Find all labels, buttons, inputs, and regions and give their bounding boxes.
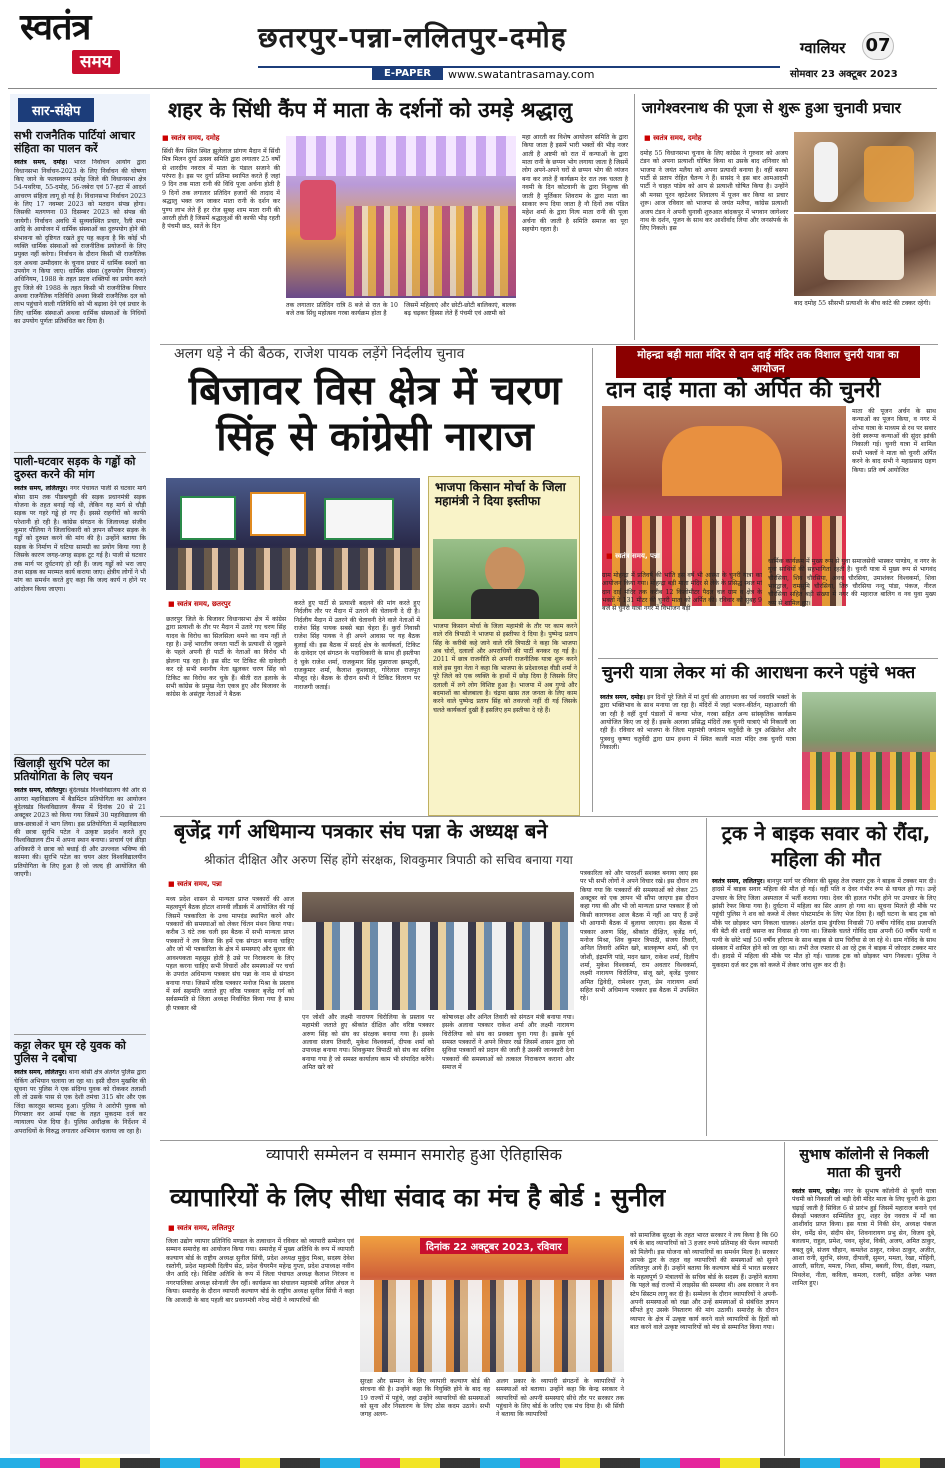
- column-divider: [706, 818, 707, 1136]
- article-headline: बृजेंद्र गर्ग अधिमान्य पत्रकार संघ पन्ना के अध्यक्ष बने: [174, 819, 548, 843]
- article-byline: ■ स्वतंत्र समय, छतरपुर: [168, 600, 231, 609]
- article-byline: ■ स्वतंत्र समय, पन्ना: [606, 552, 660, 561]
- sidebar-item-byline: स्वतंत्र समय, ललितपुर।: [14, 787, 68, 795]
- masthead-divider: [8, 88, 937, 89]
- article-text: कोषाध्यक्ष और अनिल तिवारी को संगठन मंत्री बनाया गया। इसके अलावा पत्रकार राकेश शर्मा और लक्ष्मी नारायण चिरोलिया को संघ का प्रवक्ता चुना गया है। इसके पूर्व समस्त पत्रकारों ने अपने विचार रखे जिसमें शासन द्वारा जो सुविधा पत्रकारों को प्रदान की जाती है उसकी जानकारी देना पत्रकारों की समस्याओं को तत्काल निराकरण कराना और समाज में: [442, 1014, 574, 1072]
- column-divider: [634, 94, 635, 340]
- article-headline: भाजपा किसान मोर्चा के जिला महामंत्री ने दिया इस्तीफा: [435, 480, 566, 508]
- sidebar-item-byline: स्वतंत्र समय, ललितपुर।: [14, 1069, 67, 1077]
- sidebar-item: [14, 130, 146, 445]
- section-divider: [160, 816, 938, 817]
- photo-caption: बाद दमोह 55 सीसभी प्रत्याशी के बीच कांटे की टक्कर रहेगी।: [794, 300, 931, 307]
- logo-top: स्वतंत्र: [20, 7, 91, 48]
- article-text: एन जोशी और लक्ष्मी नारायण चिरोलिया के प्रस्ताव पर महामंत्री जताते हुए श्रीकांत दीक्षित और वरिष्ठ पत्रकार अरुण सिंह को संघ का संरक्षक बनाया गया है। इसके अलावा संजय तिवारी, मुकेश विश्वकर्मा, दीपक शर्मा को उपाध्यक्ष बनाया गया। शिवकुमार त्रिपाठी को संघ का सचिव बनाया गया है जो समस्त कार्यालय काम भी संपादित करेंगे। अमित खरे को: [302, 1014, 434, 1072]
- article-sindhi-camp: [160, 94, 630, 344]
- navratri-event-photo: [286, 136, 516, 298]
- article-byline: ■ स्वतंत्र समय, दमोह: [644, 134, 701, 143]
- print-registration-bar: [0, 1458, 945, 1468]
- article-text: बानपुर मार्ग पर रविवार की सुबह तेज रफ्तार ट्रक ने बाइक में टक्कर मार दी। हादसे में बाइक सवार महिला की मौत हो गई। वहीं पति व देवर गंभीर रूप से घायल हो गए। उन्हें उपचार के लिए जिला अस्पताल में भर्ती कराया गया। देवर की हालत गंभीर होने पर उपचार के लिए झांसी रेफर किया गया है। दुर्घटना में महिला का सिर अलग हो गया था। सूचना मिलते ही मौके पर पहुंची पुलिस ने शव को कब्जे में लेकर पोस्टमार्टम के लिए भेज दिया है। वहीं घटना के बाद ट्रक को मौके पर छोड़कर भाग निकला चालक। अंतर्गत ग्राम डुंगरिया निवासी 70 वर्षीय गोविंद दास प्रजापति की बेटी की शादी बसन्त का निवास हो गया था। जिसके चलते गोविंद दास अपनी 60 वर्षीय पत्नी व पत्नी के छोटे भाई 50 वर्षीय हरिराम के साथ बाइक से ग्राम चिरौंचा से जा रहे थे। ग्राम गोविंद के साथ संस्कार में शामिल होने को जा रहा था। तभी तेज रफ्तार से आ रहे ट्रक ने बाइक में जोरदार टक्कर मार दी। हादसे में महिला की मौके पर मौत हो गई। चालक ट्रक को छोड़कर भाग निकला। पुलिस ने मुकदमा दर्ज कर ट्रक को कब्जे में लेकर जांच शुरू कर दी है।: [712, 878, 936, 969]
- sidebar-divider: [14, 452, 146, 453]
- sidebar-item-title: पाली-घटवार सड़क के गड्ढों को दुरुस्त करने की मांग: [14, 455, 136, 481]
- article-jageshwar: [638, 94, 938, 344]
- article-byline: ■ स्वतंत्र समय, पन्ना: [168, 880, 222, 889]
- article-subhead: श्रीकांत दीक्षित और अरुण सिंह होंगे संरक्षक, शिवकुमार त्रिपाठी को सचिव बनाया गया: [204, 853, 573, 867]
- city-label: ग्वालियर: [800, 39, 846, 57]
- edition-title: छतरपुर-पन्ना-ललितपुर-दमोह: [258, 21, 567, 54]
- article-bjp-resignation: [428, 476, 580, 816]
- masthead: [0, 0, 945, 84]
- article-text: नगर के सुभाष कॉलोनी से चुनरी यात्रा पंचमी को निकाली जो बड़ी देवी मंदिर माता के लिए चुनरी के द्वारा चढ़ाई जाती है सिविल 6 से प्रारंभ हुई जिसमें महाराज बनाने एवं सैकड़ों भक्तजन सम्मिलित हुए, शहर देव नवरात्र में माँ का आशीर्वाद प्राप्त किया। इस यात्रा में निकी सेन, अध्यक्ष पंकज सेन, धर्मेंद्र सेन, संदीप सेन, शिवनारायण प्रभु सेन, विजय दुबे, बललाम, राहुल, प्रमेश, पवन, सुरेश, विकी, अजय, अमित ठाकुर, बबलू दुबे, संजय चौहान, कमलेश ठाकुर, राकेश ठाकुर, अजीत, आशा रानी, सुरभि, संध्या, दीपाली, सुमन, ममता, रेखा, मोहिनी, आरती, सरिता, ममता, निशा, सीमा, बबली, रिया, दीक्षा, नम्रता, मिथलेश, नीता, कविता, कमला, रजनी, सहित अनेक भक्त शामिल हुए।: [792, 1188, 936, 1287]
- article-text: तक लगातार प्रतिदिन रात्रि 8 बजे से रात के 10 बजे तक सिंधु महोत्सव गरबा कार्यक्रम होता है: [286, 302, 398, 318]
- congress-meeting-photo: [166, 478, 420, 590]
- sidebar-item: [14, 456, 146, 743]
- article-byline: स्वतंत्र समय, दमोह।: [600, 694, 646, 701]
- sidebar-item-text: नगर पंचायत पाली से घटवार मार्ग बोसा ग्राम तक पीडब्ल्यूडी की सड़क प्रधानमंत्री सड़क योजना के तहत बनाई गई थी, लेकिन यह मार्ग से चौड़ी सड़क पर गहरे गड्ढे हो गए हैं। इससे राहगीरों को काफी परेशानी हो रही है। कांग्रेस संगठन के जिलाध्यक्ष संजीव कुमार पौलिया ने जिलाधिकारी को ज्ञापन सौंपकर सड़क के गड्ढों को दुरुस्त करने की मांग की है। उन्होंने बताया कि सड़क के निर्माण में घटिया सामग्री का प्रयोग किया गया है जिसके कारण जगह-जगह सड़क टूट गई है। पाली से घटवार तक मार्ग पर दुर्घटनाएं हो रही हैं। जल्द गड्ढों को भरा जाए तथा सड़क का मरम्मत कार्य कराया जाए। क्षेत्रीय लोगों ने भी मांग का समर्थन करते हुए कहा कि जल्द कार्य न होने पर आंदोलन किया जाएगा।: [14, 485, 146, 593]
- sidebar-header: सार-संक्षेप: [18, 98, 94, 122]
- sidebar-divider: [14, 754, 146, 755]
- section-divider: [598, 658, 938, 659]
- article-byline: ■ स्वतंत्र समय, ललितपुर: [168, 1224, 234, 1233]
- election-campaign-photo-top: [794, 132, 936, 212]
- article-headline: चुनरी यात्रा लेकर मां की आराधना करने पहुंचे भक्त: [602, 663, 916, 683]
- article-text: ग्राम मोहन्द्रा में प्रतिवर्ष की भांति इस वर्ष भी आस्था के चुनरी यात्रा का आयोजन किया गया। मोहन्द्रा बड़ी माता मंदिर से लेके के प्रसिद्ध स्थल मां दान दाई मंदिर तक करीब 12 किलोमीटर पैदल चल ग्राम व क्षेत्र के भक्तों ने 131 मीटर की चुनरी माता को अर्पित की। रविवार को सुबह 9 बजे से चुनरी यात्रा नगर में विभाजन बड़ी: [602, 572, 762, 613]
- article-text: सिंधी कैंप स्थित स्थित झूलेलाल प्रांगण मैदान में सिंधी मित्र मिलन दुर्गा उत्सव समिति द्वारा लगातार 25 वर्षों से शारदीय नवरात्र में माता के पंडाल सजाने की परंपरा है। इस पर दुर्गा प्रतिमा स्थापित करते हैं जहां 9 दिन तक माता रानी की विधि पूजा अर्चना होती है 9 दिनों तक लगातार प्रतिदिन हजारों की तादाद में श्रद्धालु भक्त जन जाकर माता रानी के दर्शन कर पुण्य लाभ लेते हैं हर रोज सुबह शाम माता रानी की आरती होती है जिसमें श्रद्धालुओं की काफी भीड़ रहती है पंचमी छठ, सातें के दिन: [162, 148, 280, 231]
- column-divider: [784, 1142, 785, 1456]
- article-headline: दान दाई माता को अर्पित की चुनरी: [606, 378, 881, 403]
- sidebar-item-text: बुंदेलखंड विश्वविद्यालय की ओर से आगरा महाविद्यालय में बैडमिंटन प्रतियोगिता का आयोजन बुंदेलखंड विश्वविद्यालय कैंपस में दिनांक 20 से 21 अक्टूबर 2023 को किया गया जिसमें 30 महाविद्यालय की छात्र-छात्राओं ने भाग लिया। इस प्रतियोगिता में महाविद्यालय की छात्रा सुरभि पटेल ने उत्कृष्ट प्रदर्शन करते हुए विश्वविद्यालय टीम में अपना स्थान बनाया। प्राचार्य एवं क्रीड़ा अधिकारी ने छात्रा को बधाई दी और उज्ज्वल भविष्य की कामना की। सुरभि पटेल का चयन अंतर विश्वविद्यालयीन प्रतियोगिता के लिए हुआ है जो जल्द ही आयोजित की जाएगी।: [14, 787, 146, 878]
- article-kicker: अलग धड़े ने की बैठक, राजेश पायक लड़ेंगे निर्दलीय चुनाव: [174, 346, 465, 362]
- logo-bottom: समय: [72, 50, 120, 74]
- article-chunari-yatra: [598, 660, 938, 816]
- article-text: धार्मिक कार्यक्रम में मुख्य रूप से युवा समाजसेवी भास्कर पाण्डेय, व नगर के युवा साथियों की सहभागिता रहती है। चुनरी यात्रा में मुख्य रूप से भागवंद चौरसिया, शिव चौरसिया, अवध चौरसिया, उमाशंकर विश्वकर्मा, शिवा भारद्वाज, रामसुमि चौरसिया, तिरु चौरसिया नन्दू पांडा, पंकज, नीरज चौरसिया सहित बड़ी संख्या में नगर की महाराज बालिग व नव युवा मुख्य रूप से शामिल हुए।: [768, 558, 936, 607]
- page-number: 07: [862, 32, 894, 60]
- article-headline: बिजावर विस क्षेत्र में चरण सिंह से कांग्रेसी नाराज: [188, 368, 562, 460]
- article-subhash-colony: [790, 1142, 938, 1456]
- sidebar-item-byline: स्वतंत्र समय, ललितपुर।: [14, 485, 68, 493]
- article-text: पत्रकारिता को और पारदर्शी सशक्त बनाया जाए इस पर भी सभी लोगों ने अपने विचार रखे। इस दौरान तय किया गया कि पत्रकारों की समस्याओं को लेकर 25 अक्टूबर को एक ज्ञापन भी सौंपा जाएगा इस दौरान कहा गया की और भी जो मान्यता प्राप्त पत्रकार हैं जो किसी कारणवश आज बैठक में नहीं आ पाए हैं उन्हें भी आगामी बैठक में बुलाया जाएगा। इस बैठक में पत्रकार अरुण सिंह, श्रीकांत दीक्षित, बृजेंद्र गर्ग, मनोज मिश्रा, शिव कुमार त्रिपाठी, संजय तिवारी, अनिल तिवारी अमित खरे, बालकृष्ण शर्मा, श्री एन जोशी, इंद्रमणि पांडे, मदन खान, राकेश शर्मा, दिलीप शर्मा, मुकेश विश्वकर्मा, राम अवतार विश्वकर्मा, लक्ष्मी नारायण चिरोलिया, संजू खरे, बृजेंद्र पुरवार अमित द्विवेदी, रामेश्वर गुप्ता, प्रेम नारायण शर्मा सहित सभी अधिमान्य पत्रकार इस बैठक में उपस्थित रहे।: [580, 870, 698, 1003]
- sidebar-item: [14, 758, 146, 1023]
- article-text: महा आरती का विशेष आयोजन समिति के द्वारा किया जाता है इसमें भारी भक्तों की भीड़ नजर आती है अष्टमी को रात में कन्याओं के द्वारा माता रानी के छप्पन भोग लगाया जाता है जिसमें लोग अपने-अपने घरों से छप्पन भोग की व्यंजन बना कर लाते हैं कार्यक्रम देर रात तक चलता है नवमी के दिन कोटवानी के द्वारा निशुल्क की जाती है मूर्तिकार शिवराम के द्वारा माता का साकार रूप दिया जाता है नौ दिनों तक पंडित महेश शर्मा के द्वारा नित्य माता रानी की पूजा अर्चना की जाती है समिति समाज का पूरा सहयोग रहता है।: [522, 134, 628, 233]
- article-byline: ■ स्वतंत्र समय, दमोह: [162, 134, 219, 143]
- article-text: जिला उद्योग व्यापार प्रतिनिधि मण्डल के तत्वाधान में रविवार को व्यापारी सम्मेलन एवं सम्मान समारोह का आयोजन किया गया। समारोह में मुख्य अतिथि के रूप में व्यापारी कल्याण बोर्ड के राष्ट्रीय अध्यक्ष सुनील सिंघी, प्रदेश अध्यक्ष मुकुंद मिश्रा, सदस्य देवेश रस्तोगी, प्रदेश महामंत्री दिलीप सेठ, प्रदेश चैयरमैन महेन्द्र गुप्ता, प्रदेश उपाध्यक्ष नवीन जैन आदि रहे। विशिष्ट अतिथि के रूप में जिला पंचायत अध्यक्ष कैलाश निरंजन व नगरपालिका अध्यक्ष सोनाली जैन रहीं। कार्यक्रम का संचालन महामंत्री अनिल अंचल ने किया। समारोह के दौरान व्यापारी कल्याण बोर्ड के राष्ट्रीय अध्यक्ष सुनील सिंघी ने कहा कि आजादी के बाद पहली बार प्रधानमंत्री नरेन्द्र मोदी ने व्यापारियों की: [166, 1238, 354, 1304]
- website-link[interactable]: www.swatantrasamay.com: [448, 68, 595, 81]
- section-divider: [160, 344, 938, 345]
- article-text: भाजपा किसान मोर्चा के जिला महामंत्री के तौर पर काम करने वाले रवि त्रिपाठी ने भाजपा से इस्तीफा दे दिया है। पुष्पेन्द्र प्रताप सिंह के करीबी कहे जाने वाले रवि त्रिपाठी ने कहा कि भाजपा अब चोरों, दलालों और अपराधियों की पार्टी बनकर रह गई है। 2011 में छात्र राजनीति से अपनी राजनीतिक यात्रा शुरू करने वाले इस युवा नेता ने कहा कि भाजपा के प्रदेशाध्यक्ष वीडी शर्मा ने पूरे जिले को एक व्यक्ति के हाथों में छोड़ दिया है जिसके लिए दलाली में लगे लोग विशिष्ट हुआ है। भाजपा में अब गुण्डे और बदमाशों का बोलबाला है। चंद्रपा खास तल जनता के लिए काम करने वाले पुष्पेन्द्र प्रताप सिंह को तवज्जो नहीं दी गई जिसके चलते कार्यकर्ता दुखी हैं इसलिए हम इस्तीफा दे रहे हैं।: [433, 623, 577, 714]
- sidebar-item-title: खिलाड़ी सुरभि पटेल का प्रतियोगिता के लिए चयन: [14, 757, 113, 783]
- sidebar-item: [14, 1040, 146, 1429]
- article-kicker: मोहन्द्रा बड़ी माता मंदिर से दान दाई मंदिर तक विशाल चुनरी यात्रा का आयोजन: [637, 349, 899, 375]
- article-kicker-box: [616, 346, 920, 378]
- article-text: माता की पूजन अर्चन के साथ कन्याओं का पूजन किया, व नगर में शोभा यात्रा के माध्यम से रथ पर सवार देवी स्वरूपा कन्याओं की सुंदर झांकी निकाली गई। चुनरी यात्रा में शामिल सभी भक्तों ने माता को चुनरी अर्पित करने के बाद सभी ने महाप्रसाद ग्रहण किया। प्रति वर्ष आयोजित: [852, 408, 936, 474]
- devotees-yatra-photo: [802, 692, 936, 810]
- article-brijendra-garg: [160, 818, 700, 1138]
- sidebar-divider: [14, 1034, 146, 1035]
- article-text: जिसमें महिलाएं और छोटी-छोटी बालिकाएं, बालक बढ़ चढ़कर हिस्सा लेते हैं पंचमी एवं अष्टमी को: [404, 302, 516, 318]
- ravi-tripathi-portrait: [433, 539, 577, 619]
- photo-banner: दिनांक 22 अक्टूबर 2023, रविवार: [420, 1238, 568, 1254]
- article-headline: ट्रक ने बाइक सवार को रौंदा, महिला की मौत: [721, 821, 931, 871]
- sidebar-item-text: थाना बांसी क्षेत्र अंतर्गत पुलिस द्वारा चेकिंग अभियान चलाया जा रहा था। इसी दौरान मुखबिर की सूचना पर पुलिस ने एक संदिग्ध युवक को रोककर तलाशी ली तो उसके पास से एक देशी तमंचा 315 बोर और एक जिंदा कारतूस बरामद हुआ। पुलिस ने आरोपी युवक को गिरफ्तार कर आर्म्स एक्ट के तहत मुकदमा दर्ज कर न्यायालय भेज दिया है। पुलिस अधीक्षक के निर्देशन में अपराधियों के विरुद्ध लगातार अभियान चलाया जा रहा है।: [14, 1069, 146, 1135]
- epaper-badge: E-PAPER: [372, 67, 443, 80]
- article-text: को सामाजिक सुरक्षा के तहत भारत सरकार ने तय किया है कि 60 वर्ष के बाद व्यापारियों को 3 हजार रुपये प्रतिमाह की पेंशन व्यापारी को मिलेगी। इस योजना को व्यापारियों का समर्थन मिला है। सरकार आपके द्वार के तहत वह व्यापारियों की समस्याओं को सुनने ललितपुर आये हैं। उन्होंने बताया कि कल्याण बोर्ड में भारत सरकार के महत्वपूर्ण 9 मंत्रालयों के सचिव बोर्ड के सदस्य हैं। उन्होंने बताया कि पहले कई राज्यों में लाइसेंस की समस्या थी। अब सरकार ने वन स्टेप सिस्टम लागू कर दी है। सम्मेलन के दौरान व्यापारियों ने अपनी-अपनी समस्याओं को रखा और उन्हें समस्याओं से संबंधित ज्ञापन सौंपते हुए उसके निस्तारण की मांग उठायी। समारोह के दौरान व्यापार के क्षेत्र में उत्कृष्ट कार्य करने वाले व्यापारियों के हितों को बात करने वाले उत्कृष्ट व्यापारियों को मंच से सम्मानित किया गया।: [630, 1232, 778, 1331]
- article-byline: स्वतंत्र समय, ललितपुर।: [712, 878, 765, 885]
- article-text: करते हुए पार्टी से प्रत्याशी बदलने की मांग करते हुए निर्दलीय तौर पर मैदान में उतरने की चेतावनी दे दी है। निर्दलीय मैदान में उतरने की चेतावनी देने वाले नेताओं में राजेश सिंह पायक सबसे बड़ा चेहरा हैं। कुर्रा निवासी राजेश सिंह पायक ने ही अपने आवास पर यह बैठक बुलाई थी। इस बैठक में सदर्द क्षेत्र के कार्यकर्ता, टिकिट के दावेदार एवं संगठन के पदाधिकारी के साथ ही इस्तीफा दे चुके राजेश शर्मा, राजकुमार सिंह मुन्नाराजा झमटुली, राजकुमार शर्मा, कैलाश कुशवाहा, गोरेलाल राजपूत मौजूद रहे। बैठक के दौरान सभी ने टिकिट वितरण पर नाराजगी जताई।: [294, 600, 420, 691]
- article-truck-accident: [710, 818, 938, 1140]
- article-headline: जागेश्वरनाथ की पूजा से शुरू हुआ चुनावी प्रचार: [642, 99, 901, 117]
- sidebar-item-title: कट्टा लेकर घूम रहे युवक को पुलिस ने दबोचा: [14, 1039, 126, 1065]
- logo: [20, 8, 148, 80]
- column-divider: [592, 348, 593, 812]
- article-text: छतरपुर जिले के बिजावर विधानसभा क्षेत्र में कांग्रेस द्वारा प्रत्याशी के तौर पर मैदान में उतारे गए चरण सिंह यादव के विरोध का सिलसिला थमने का नाम नहीं ले रहा है। उन्हें भारतीय जनता पार्टी के प्रत्याशी से जूझने के पहले अपनी ही पार्टी के नेताओं का विरोध भी झेलना पड़ रहा है। इस सीट पर टिकिट की दावेदारी कर रहे सभी स्थानीय नेता खुलकर चरण सिंह को टिकिट का विरोध कर चुके हैं। बीती रात इलाके के सभी कांग्रेस के प्रमुख नेता एकत्र हुए और बिजावर के कांग्रेस के असंतुष्ट नेताओं ने बैठक: [166, 616, 286, 699]
- sidebar: [10, 94, 150, 1454]
- article-text: अलग प्रकार के व्यापारी संगठनों के व्यापारियों ने समस्याओं को बताया। उन्होंने कहा कि केन्द्र सरकार ने व्यापारियों को अपनी समस्याएं सीधे तौर पर सरकार तक पहुंचाने के लिए बोर्ड के जरिए एक मंच दिया है। श्री सिंघी ने बताया कि व्यापारियों: [496, 1378, 624, 1419]
- sidebar-item-byline: स्वतंत्र समय, दमोह।: [14, 159, 68, 167]
- article-text: दमोह 55 विधानसभा चुनाव के लिए कांग्रेस ने गुरुवार को अजय टंडन को अपना प्रत्याशी घोषित किया था उसके बाद शनिवार को भाजपा ने जयंत मलैया को अपना प्रत्याशी बनाया है। वहीं बसपा पार्टी से प्रताप रोहित चैतन्य ने हैं। सासंद ने इस बार आमआदमी पार्टी ने चाहत पांडेय को आप से प्रत्याशी घोषित किया है। उन्होंने श्री मनसा पूरन व्हाटेश्वर शिवालय में पूजन कर किया था प्रचार शुरू। आज रविवार को भाजपा से जयंत मलैया, कांग्रेस प्रत्याशी अजय टंडन ने अपनी चुनावी शुरुआत बांदकपुर में भगवान जागेश्वर नाथ के दर्शन, पूजन के साथ कर आशीर्वाद लिया और जनसंपर्क के लिए निकले। इस: [640, 150, 788, 233]
- section-divider: [160, 1140, 938, 1141]
- edition-date: सोमवार 23 अक्टूबर 2023: [790, 69, 898, 80]
- sidebar-item-text: भारत निर्वाचन आयोग द्वारा विधानसभा निर्वाचन-2023 के लिए निर्वाचन की घोषणा किए जाने के फलस्वरूप दमोह जिले की विधानसभा क्षेत्र 54-पथरिया, 55-दमोह, 56-जबेरा एवं 57-हटा में आदर्श आचरण संहिता लागू हो गई है। विधानसभा निर्वाचन 2023 के लिए 17 नवम्बर 2023 को मतदान संपन्न होगा। जिसकी मतगणना 03 दिसम्बर 2023 को संपन्न की जायेगी। निर्वाचन अवधि में सुव्यवस्थित प्रचार, रैली सभा आदि के आयोजन में धार्मिक संस्थाओं का दुरुपयोग होने की संभावना को दृष्टिगत रखते हुए यह कहना है कि कोई भी व्यक्ति धार्मिक संस्थाओं को राजनीतिक प्रयोजनों के लिए प्रयुक्त नहीं करेगा। निर्वाचन के दौरान किसी भी राजनैतिक दल अथवा उम्मीदवार के चुनाव प्रचार में धार्मिक स्थलों का उपयोग न किया जाए। धार्मिक संस्था (दुरुपयोग निवारण) अधिनियम, 1988 के तहत प्रदत्त शक्तियों का प्रयोग करते हुए जिले की 1988 के तहत किसी भी राजनीतिक विचार अथवा राजनैतिक गतिविधि अथवा किसी राजनैतिक दल को लाभ पहुंचाने वाली गतिविधि को भी बढ़ावा देने एवं प्रचार के लिए धार्मिक संस्थाओं अथवा धार्मिक संस्थाओं के निधियों का उपयोग पूर्णतः प्रतिबंधित कर दिया है।: [14, 159, 146, 326]
- article-text: सुरक्षा और सम्मान के लिए व्यापारी कल्याण बोर्ड की संरचना की है। उन्होंने कहा कि नियुक्ति होने के बाद वह 19 राज्यों में पहुंचे, जहां उन्होंने व्यापारियों की समस्याओं को सुना और निस्तारण के लिए ठोस कदम उठाये। सभी जगह अलग-: [360, 1378, 490, 1419]
- article-headline: सुभाष कॉलोनी से निकली माता की चुनरी: [799, 1147, 929, 1181]
- article-byline: स्वतंत्र समय, दमोह।: [792, 1188, 841, 1195]
- article-chunari-dandai: [598, 346, 938, 658]
- article-headline: शहर के सिंधी कैंप में माता के दर्शनों को उमड़े श्रद्धालु: [168, 98, 573, 122]
- article-text: मध्य प्रदेश शासन से मान्यता प्राप्त पत्रकारों की आज महत्वपूर्ण बैठक होटल शानवी लौंडार्क में आयोजित की गई जिसमें पत्रकारिता के उच्च मापदंड स्थापित करने और पत्रकारों की समस्याओं को लेकर चिंतन मंथन किया गया। करीब 3 घंटे तक चली इस बैठक में सभी मान्यता प्राप्त पत्रकारों ने तय किया कि हमें एक संगठन बनाना चाहिए और जो भी पत्रकारिता के क्षेत्र में समस्याएं और सुधार की आवश्यकता महसूस होती है उसे पर निराकरण के लिए पहल करना चाहिए सभी विचारों और समस्याओं पर चर्चा के उपरांत अधिमान्य पत्रकार संघ पन्ना के नाम से संगठन बनाया गया। जिसमें वरिष्ठ पत्रकार मनोज मिश्रा के प्रस्ताव में सर्व सहमति जताते हुए वरिष्ठ पत्रकार बृजेंद्र गर्ग को सर्वसम्मति से जिला अध्यक्ष निर्वाचित किया गया है साथ ही पत्रकार श्री: [166, 896, 294, 1012]
- article-headline: व्यापारियों के लिए सीधा संवाद का मंच है बोर्ड : सुनील: [170, 1183, 666, 1212]
- article-kicker: व्यापारी सम्मेलन व सम्मान समारोह हुआ ऐतिहासिक: [266, 1145, 562, 1164]
- sidebar-item-title: सभी राजनैतिक पार्टियां आचार संहिता का पालन करें: [14, 129, 135, 155]
- article-text: इन दिनों पूरे जिले में मां दुर्गा की आराधना का पर्व नवरात्रि भक्तों के द्वारा भक्तिभाव के साथ मनाया जा रहा है। मंदिरों में जहां भजन-कीर्तन, महाआरती की जा रही है वहीं दुर्गा पंडालों में कन्या भोज, गरबा सहित अन्य सांस्कृतिक कार्यक्रम आयोजित किए जा रहे हैं। इसके अलावा प्रसिद्ध मंदिरों तक चुनरी यात्राएं भी निकाली जा रही हैं। रविवार को भाजपा के जिला महामंत्री जयंताम चतुर्वेदी के पुत्र अखिलेश और पुत्रवधु कृष्णा चतुर्वेदी द्वारा ग्राम हथना में स्थित काली माता मंदिर तक चुनरी यात्रा निकाली।: [600, 694, 796, 752]
- traders-felicitation-photo: [360, 1236, 624, 1372]
- election-campaign-photo-bottom: [794, 214, 936, 296]
- journalists-group-photo: [302, 892, 574, 1010]
- article-traders: [160, 1142, 780, 1456]
